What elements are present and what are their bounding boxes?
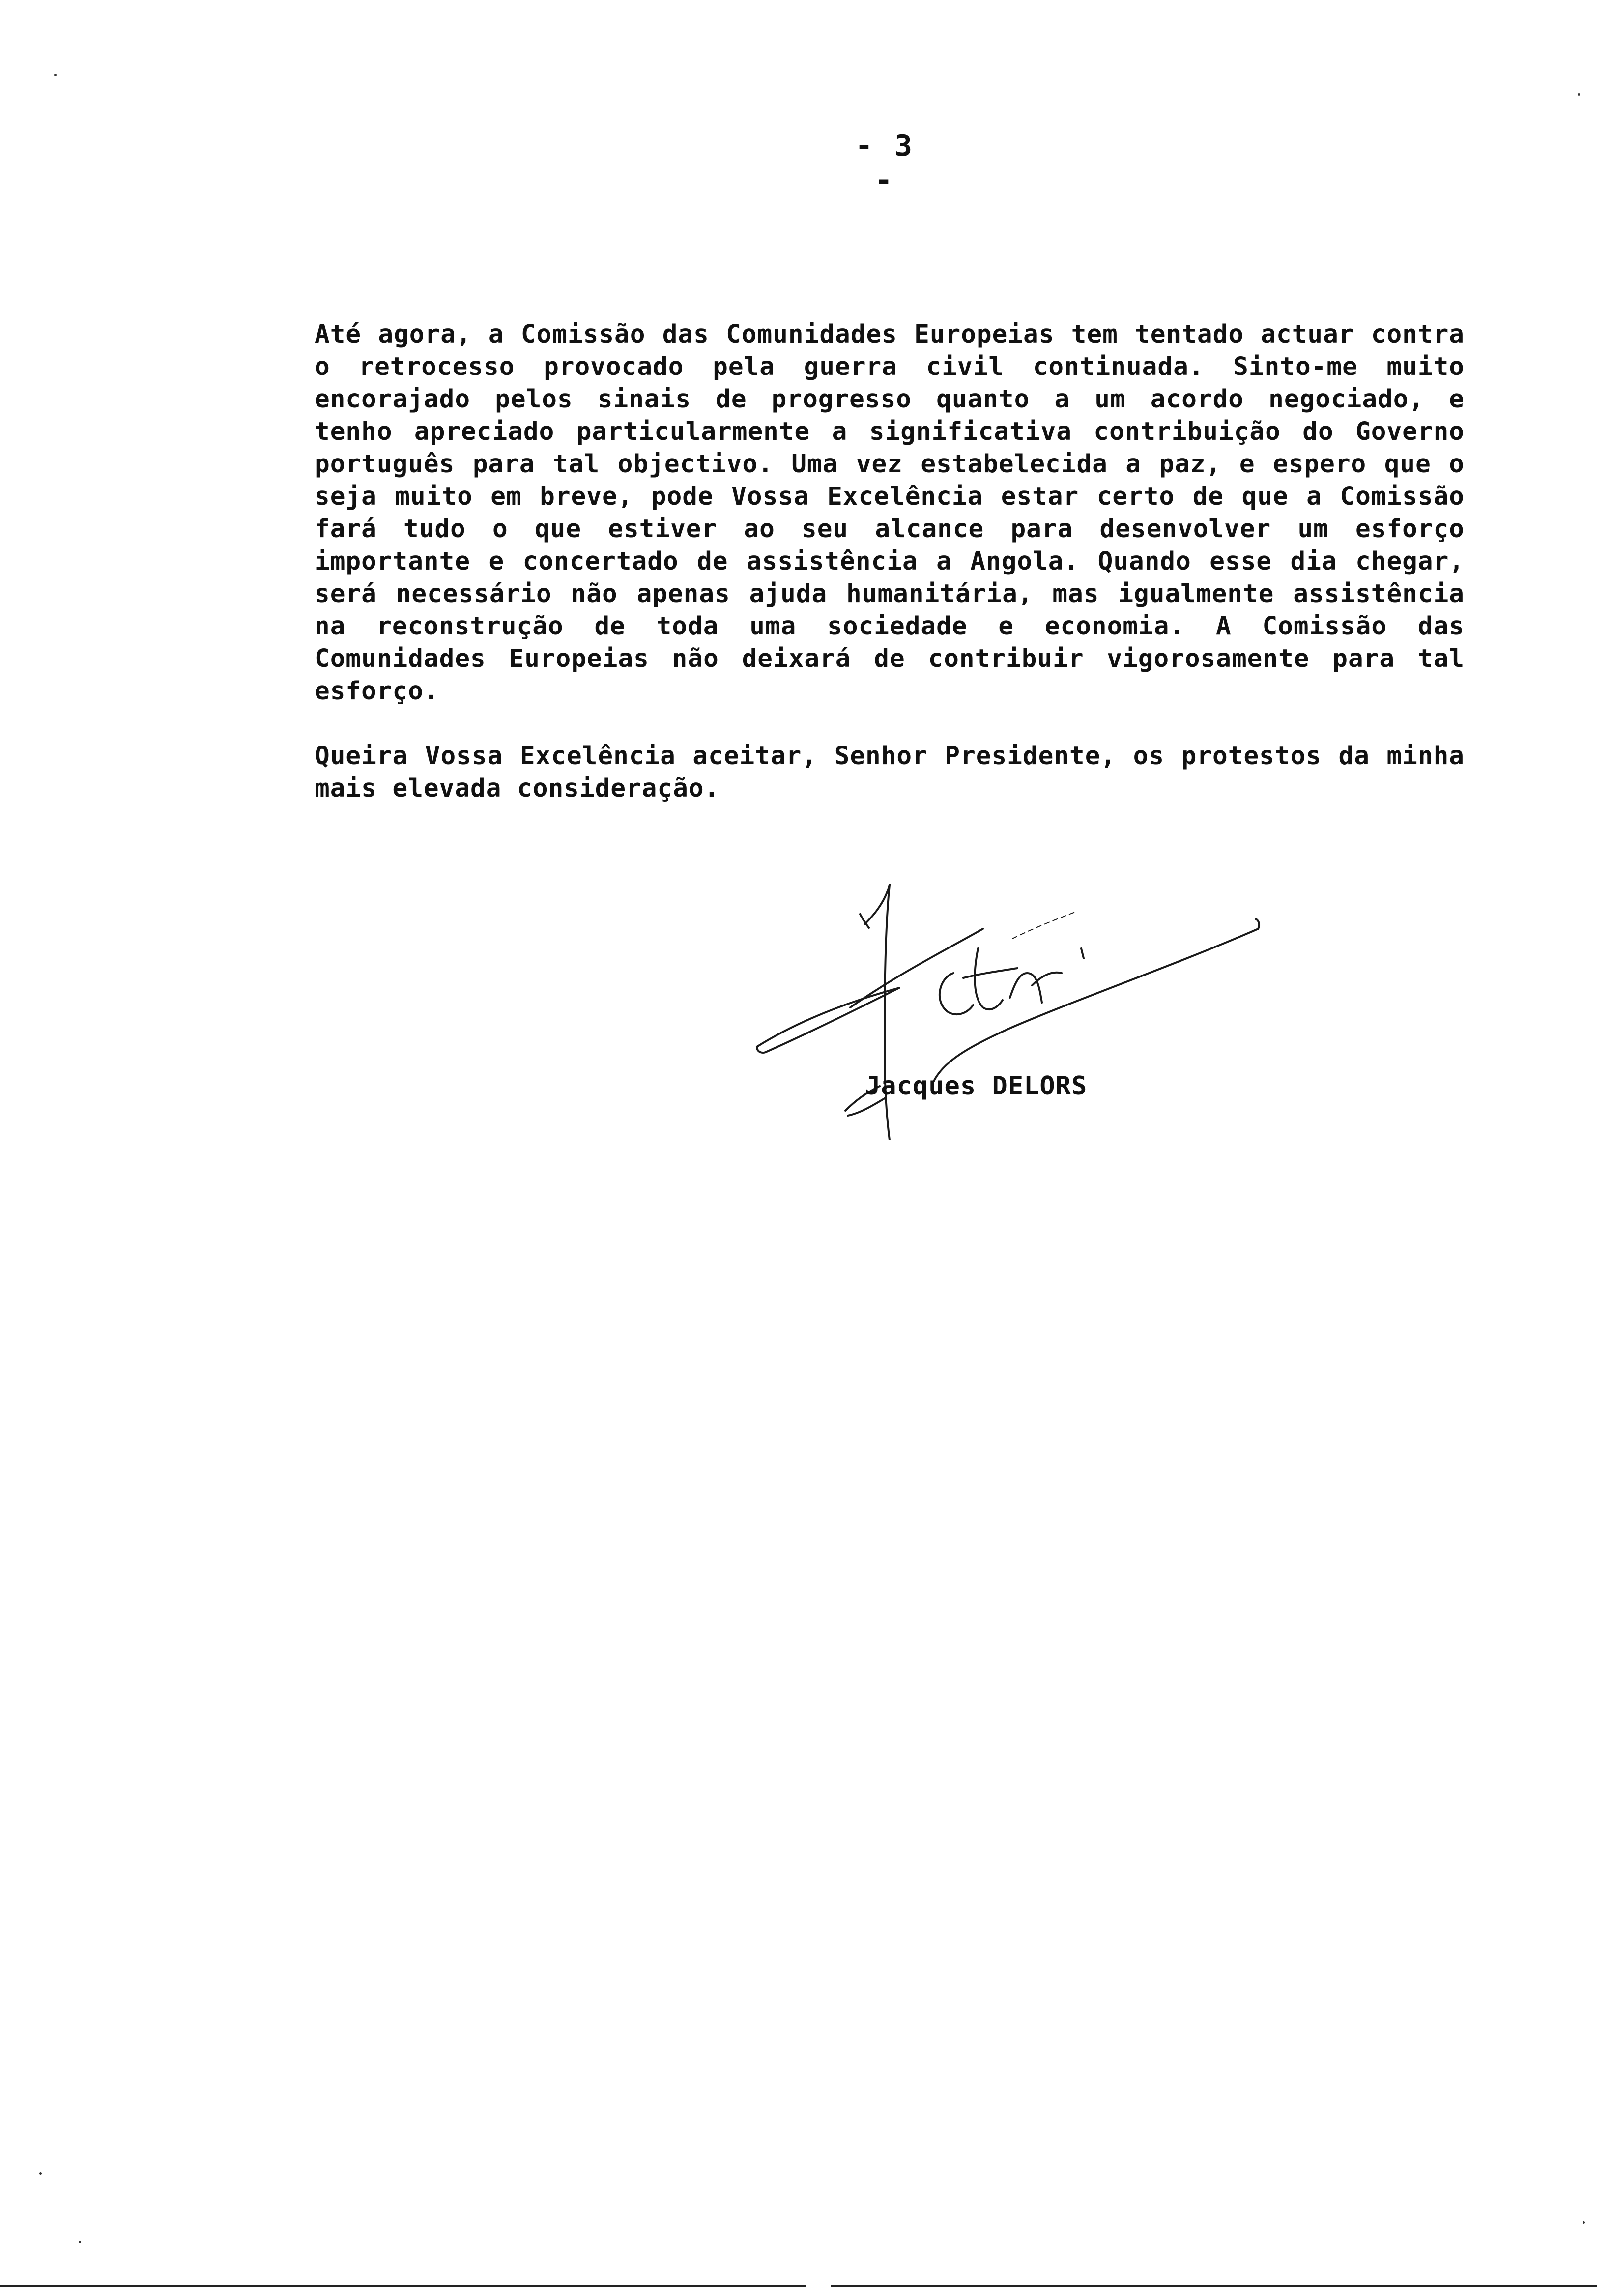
scan-speck — [54, 74, 57, 76]
scan-speck — [39, 2172, 42, 2175]
page-number: - 3 - — [855, 129, 915, 198]
letter-body — [315, 318, 1465, 837]
paragraph-main: Até agora, a Comissão das Comunidades Europeias tem tentado actuar contra o retrocesso provocado pela guerra civil continuada. Sinto-me muito encorajado pelos sinais de progresso quanto a um acordo negociado, e tenho apreciado particularmente a significativa contribuição do Governo português para tal objectivo. Uma vez estabelecida a paz, e espero que o seja muito em breve, pode Vossa Excelência estar certo de que a Comissão fará tudo o que estiver ao seu alcance para desenvolver um esforço importante e concertado de assistência a Angola. Quando esse dia chegar, será necessário não apenas ajuda humanitária, mas igualmente assistência na reconstrução de toda uma sociedade e economia. A Comissão das Comunidades Europeias não deixará de contribuir vigorosamente para tal esforço. — [315, 320, 1465, 706]
signer-name: Jacques DELORS — [865, 1071, 1088, 1101]
bottom-rule-left — [0, 2285, 806, 2287]
scan-speck — [1578, 93, 1580, 96]
bottom-rule-right — [831, 2285, 1597, 2287]
scan-speck — [79, 2241, 81, 2243]
paragraph-closing: Queira Vossa Excelência aceitar, Senhor Presidente, os protestos da minha mais elevada consideração. — [315, 742, 1465, 803]
scan-speck — [1583, 2221, 1585, 2224]
